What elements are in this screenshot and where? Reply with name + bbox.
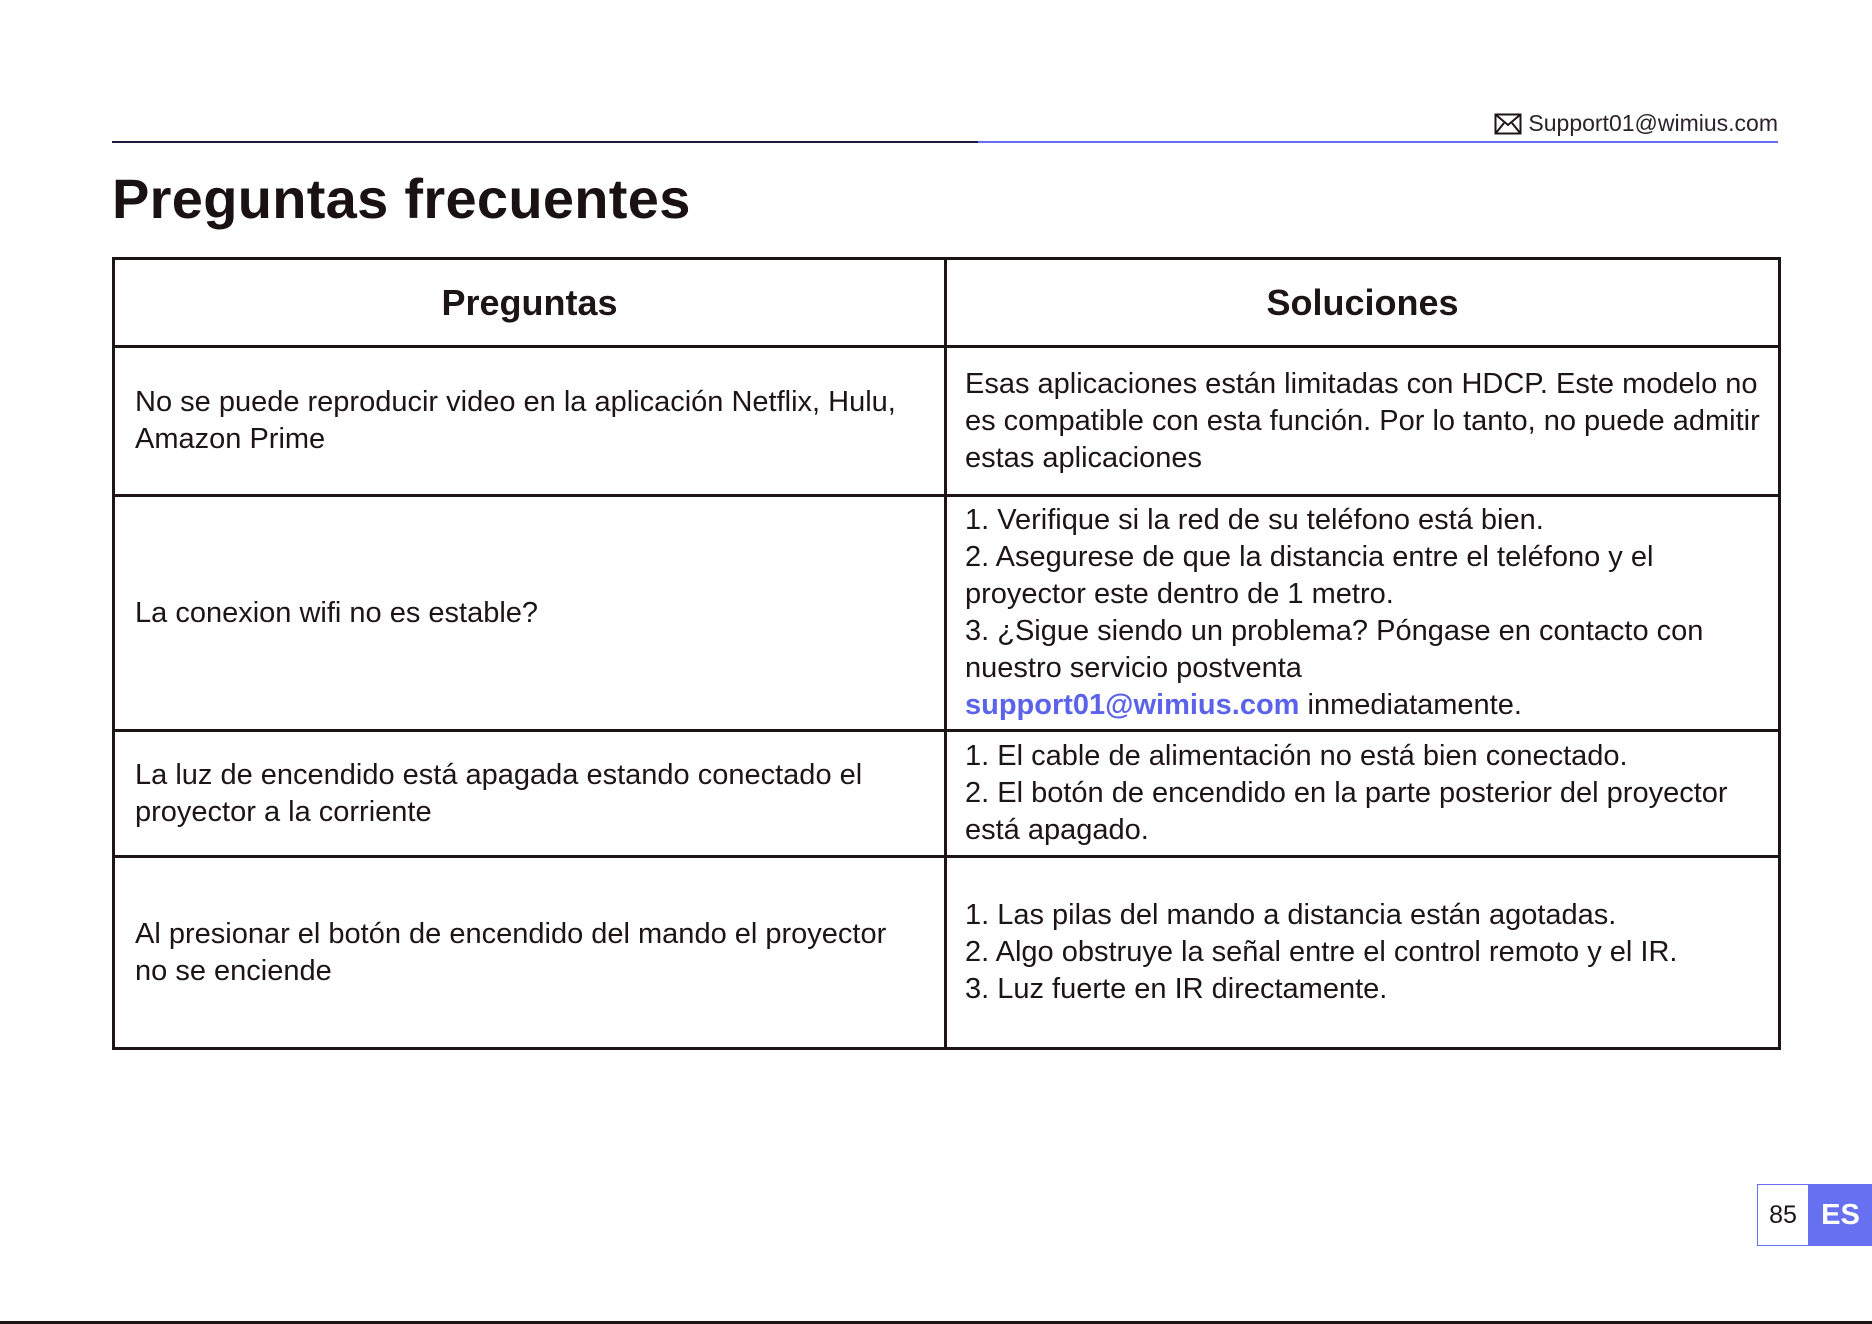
solution-cell xyxy=(946,347,1780,496)
question-cell: La conexion wifi no es estable? xyxy=(114,496,946,731)
question-cell: No se puede reproducir video en la aplicación Netflix, Hulu, Amazon Prime xyxy=(114,347,946,496)
support-email-link[interactable]: support01@wimius.com xyxy=(965,689,1300,721)
page-header xyxy=(112,100,1778,143)
column-header-questions: Preguntas xyxy=(114,259,946,347)
envelope-icon xyxy=(1494,113,1522,135)
question-cell: La luz de encendido está apagada estando conectado el proyector a la corriente xyxy=(114,731,946,857)
table-row xyxy=(114,496,1780,731)
table-row xyxy=(114,731,1780,857)
table-header-row xyxy=(114,259,1780,347)
question-cell: Al presionar el botón de encendido del mando el proyector no se enciende xyxy=(114,857,946,1049)
solution-line: 1. El cable de alimentación no está bien conectado. xyxy=(965,740,1628,772)
solution-line: 2. El botón de encendido en la parte posterior del proyector está apagado. xyxy=(965,777,1728,846)
table-row xyxy=(114,857,1780,1049)
page-number: 85 xyxy=(1757,1184,1809,1246)
solution-line: 3. ¿Sigue siendo un problema? Póngase en contacto con nuestro servicio postventa xyxy=(965,615,1704,684)
header-rule-accent xyxy=(978,141,1778,143)
support-email-text[interactable]: Support01@wimius.com xyxy=(1528,110,1778,136)
page-title: Preguntas frecuentes xyxy=(112,167,691,230)
solution-cell xyxy=(946,496,1780,731)
header-rule xyxy=(112,141,978,143)
solution-link-suffix: inmediatamente. xyxy=(1299,689,1522,721)
faq-table xyxy=(112,257,1781,1050)
solution-line: 2. Asegurese de que la distancia entre el teléfono y el proyector este dentro de 1 metro. xyxy=(965,541,1654,610)
column-header-solutions: Soluciones xyxy=(946,259,1780,347)
solution-line: Esas aplicaciones están limitadas con HDCP. Este modelo no es compatible con esta función. Por lo tanto, no puede admitir estas aplicaciones xyxy=(965,367,1760,474)
table-row xyxy=(114,347,1780,496)
solution-line: 1. Verifique si la red de su teléfono está bien. xyxy=(965,504,1544,536)
solution-cell xyxy=(946,857,1780,1049)
solution-line: 1. Las pilas del mando a distancia están agotadas. xyxy=(965,899,1617,931)
solution-line: 3. Luz fuerte en IR directamente. xyxy=(965,973,1388,1005)
solution-cell xyxy=(946,731,1780,857)
solution-line-with-link xyxy=(965,687,1760,724)
solution-line: 2. Algo obstruye la señal entre el control remoto y el IR. xyxy=(965,936,1678,968)
support-email[interactable] xyxy=(1494,110,1778,137)
language-tab: ES xyxy=(1809,1184,1872,1246)
